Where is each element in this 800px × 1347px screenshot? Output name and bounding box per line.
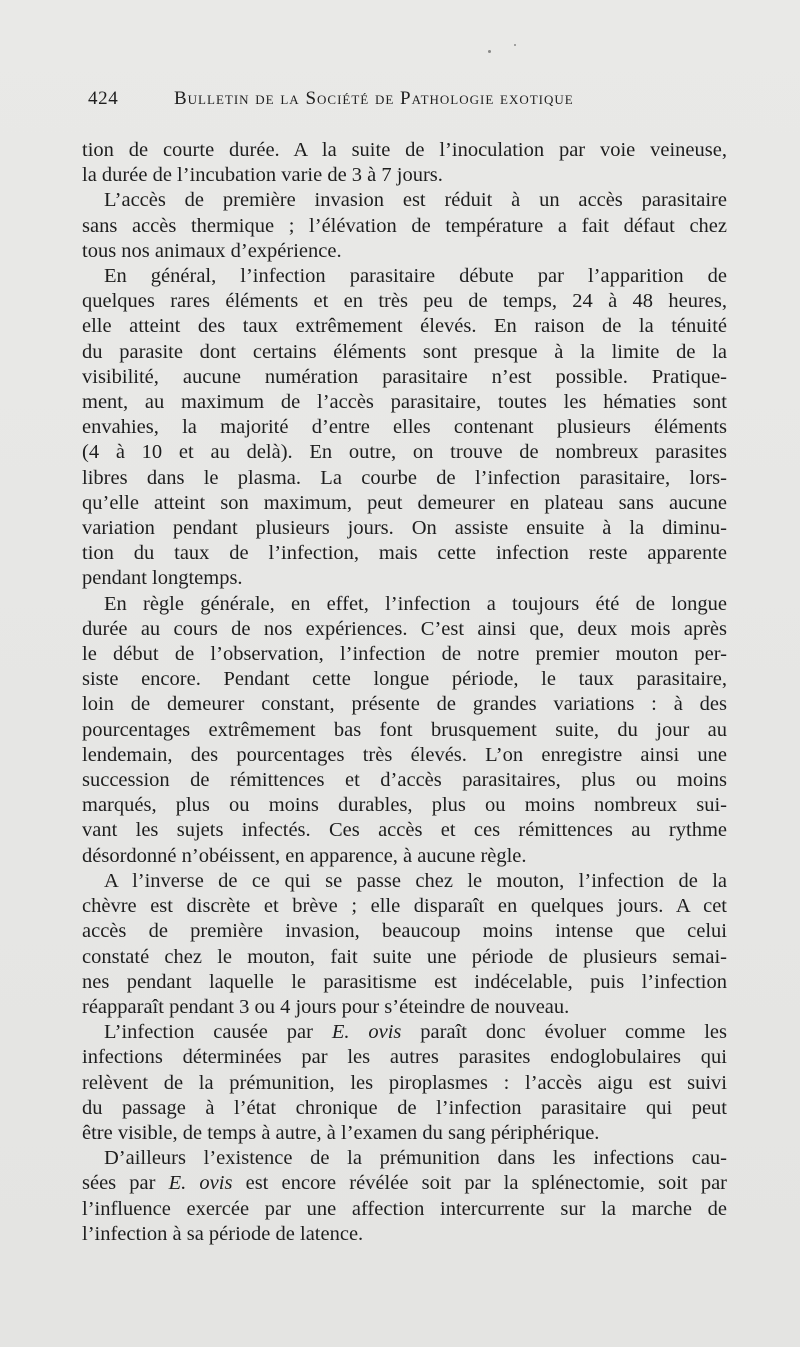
text-line: succession de rémittences et d’accès parasitaires, plus ou moins: [82, 769, 727, 792]
text-line: pendant longtemps.: [82, 567, 243, 590]
text-line: désordonné n’obéissent, en apparence, à aucune règle.: [82, 844, 527, 867]
text-line: être visible, de temps à autre, à l’examen du sang périphérique.: [82, 1121, 600, 1144]
text-line: l’influence exercée par une affection intercurrente sur la marche de: [82, 1197, 727, 1220]
text-line: nes pendant laquelle le parasitisme est indécelable, puis l’infection: [82, 970, 727, 993]
text-line: L’infection causée par E. ovis paraît donc évoluer comme les: [104, 1021, 727, 1044]
text-line: réapparaît pendant 3 ou 4 jours pour s’éteindre de nouveau.: [82, 995, 570, 1018]
text-line: l’infection à sa période de latence.: [82, 1222, 364, 1245]
text-line: libres dans le plasma. La courbe de l’infection parasitaire, lors-: [82, 466, 727, 489]
text-line: tion de courte durée. A la suite de l’inoculation par voie veineuse,: [82, 139, 727, 161]
text-line: (4 à 10 et au delà). En outre, on trouve de nombreux parasites: [82, 441, 727, 464]
text-line: variation pendant plusieurs jours. On assiste ensuite à la diminu-: [82, 517, 727, 540]
page-number: 424: [88, 88, 119, 109]
text-line: loin de demeurer constant, présente de grandes variations : à des: [82, 693, 727, 716]
text-line: pourcentages extrêmement bas font brusquement suite, du jour au: [82, 718, 727, 741]
text-line: A l’inverse de ce qui se passe chez le mouton, l’infection de la: [104, 869, 727, 892]
text-line: marqués, plus ou moins durables, plus ou moins nombreux sui-: [82, 794, 727, 817]
text-line: siste encore. Pendant cette longue période, le taux parasitaire,: [82, 668, 727, 691]
text-line: chèvre est discrète et brève ; elle disparaît en quelques jours. A cet: [82, 895, 727, 918]
text-line: du passage à l’état chronique de l’infection parasitaire qui peut: [82, 1096, 727, 1119]
text-line: infections déterminées par les autres parasites endoglobulaires qui: [82, 1046, 727, 1069]
text-line: elle atteint des taux extrêmement élevés. En raison de la ténuité: [82, 315, 727, 338]
text-line: constaté chez le mouton, fait suite une période de plusieurs semai-: [82, 945, 727, 968]
text-line: tous nos animaux d’expérience.: [82, 239, 342, 262]
text-line: durée au cours de nos expériences. C’est ainsi que, deux mois après: [82, 617, 727, 640]
text-line: En règle générale, en effet, l’infection a toujours été de longue: [104, 592, 727, 615]
paper-speck: [514, 44, 516, 46]
text-line: envahies, la majorité d’entre elles contenant plusieurs éléments: [82, 416, 727, 439]
text-line: accès de première invasion, beaucoup moins intense que celui: [82, 920, 727, 943]
text-line: L’accès de première invasion est réduit à un accès parasitaire: [104, 189, 727, 212]
text-line: sées par E. ovis est encore révélée soit par la splénectomie, soit par: [82, 1172, 727, 1195]
body-text: [82, 138, 727, 1247]
text-line: En général, l’infection parasitaire débute par l’apparition de: [104, 265, 727, 288]
text-line: la durée de l’incubation varie de 3 à 7 jours.: [82, 164, 443, 187]
text-line: quelques rares éléments et en très peu de temps, 24 à 48 heures,: [82, 290, 727, 313]
text-line: le début de l’observation, l’infection de notre premier mouton per-: [82, 643, 727, 666]
text-line: ment, au maximum de l’accès parasitaire, toutes les hématies sont: [82, 391, 727, 414]
text-line: sans accès thermique ; l’élévation de température a fait défaut chez: [82, 214, 727, 237]
running-title: Bulletin de la Société de Pathologie exotique: [174, 88, 574, 109]
text-line: tion du taux de l’infection, mais cette infection reste apparente: [82, 542, 727, 565]
paper-speck: [488, 50, 491, 53]
text-line: vant les sujets infectés. Ces accès et ces rémittences au rythme: [82, 819, 727, 842]
text-line: lendemain, des pourcentages très élevés. L’on enregistre ainsi une: [82, 743, 727, 766]
text-line: du parasite dont certains éléments sont presque à la limite de la: [82, 340, 727, 363]
text-line: relèvent de la prémunition, les piroplasmes : l’accès aigu est suivi: [82, 1071, 727, 1094]
text-line: D’ailleurs l’existence de la prémunition dans les infections cau-: [104, 1147, 727, 1170]
text-line: qu’elle atteint son maximum, peut demeurer en plateau sans aucune: [82, 491, 727, 514]
text-line: visibilité, aucune numération parasitaire n’est possible. Pratique-: [82, 365, 727, 388]
